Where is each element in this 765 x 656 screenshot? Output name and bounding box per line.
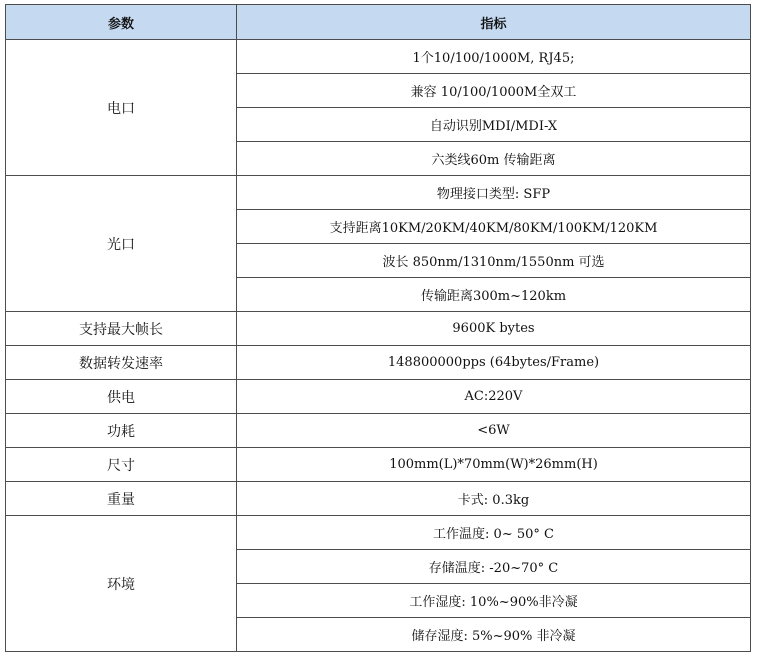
spec-value-cell: 物理接口类型: SFP [237, 176, 751, 210]
param-cell: 供电 [6, 380, 237, 414]
table-row [6, 414, 751, 448]
spec-value-cell: 9600K bytes [237, 312, 751, 346]
param-cell: 支持最大帧长 [6, 312, 237, 346]
spec-value-cell: 自动识别MDI/MDI-X [237, 108, 751, 142]
table-row [6, 482, 751, 516]
table-row [6, 380, 751, 414]
param-cell: 环境 [6, 516, 237, 652]
table-header-row [6, 5, 751, 40]
spec-value-cell: 100mm(L)*70mm(W)*26mm(H) [237, 448, 751, 482]
param-cell: 尺寸 [6, 448, 237, 482]
table-row [6, 448, 751, 482]
header-spec: 指标 [237, 5, 751, 40]
param-cell: 功耗 [6, 414, 237, 448]
spec-value-cell: 存储温度: -20~70° C [237, 550, 751, 584]
spec-value-cell: 工作温度: 0~ 50° C [237, 516, 751, 550]
spec-value-cell: 卡式: 0.3kg [237, 482, 751, 516]
table-row [6, 312, 751, 346]
table-row [6, 516, 751, 550]
spec-value-cell: 波长 850nm/1310nm/1550nm 可选 [237, 244, 751, 278]
param-cell: 光口 [6, 176, 237, 312]
spec-value-cell: AC:220V [237, 380, 751, 414]
spec-value-cell: <6W [237, 414, 751, 448]
param-cell: 数据转发速率 [6, 346, 237, 380]
header-param: 参数 [6, 5, 237, 40]
spec-value-cell: 支持距离10KM/20KM/40KM/80KM/100KM/120KM [237, 210, 751, 244]
table-row [6, 346, 751, 380]
spec-table [5, 4, 751, 652]
spec-value-cell: 六类线60m 传输距离 [237, 142, 751, 176]
param-cell: 重量 [6, 482, 237, 516]
spec-value-cell: 工作湿度: 10%~90%非冷凝 [237, 584, 751, 618]
param-cell: 电口 [6, 40, 237, 176]
spec-body [6, 40, 751, 652]
table-row [6, 176, 751, 210]
spec-value-cell: 储存湿度: 5%~90% 非冷凝 [237, 618, 751, 652]
spec-value-cell: 兼容 10/100/1000M全双工 [237, 74, 751, 108]
spec-value-cell: 148800000pps (64bytes/Frame) [237, 346, 751, 380]
spec-value-cell: 传输距离300m~120km [237, 278, 751, 312]
spec-value-cell: 1个10/100/1000M, RJ45; [237, 40, 751, 74]
table-row [6, 40, 751, 74]
